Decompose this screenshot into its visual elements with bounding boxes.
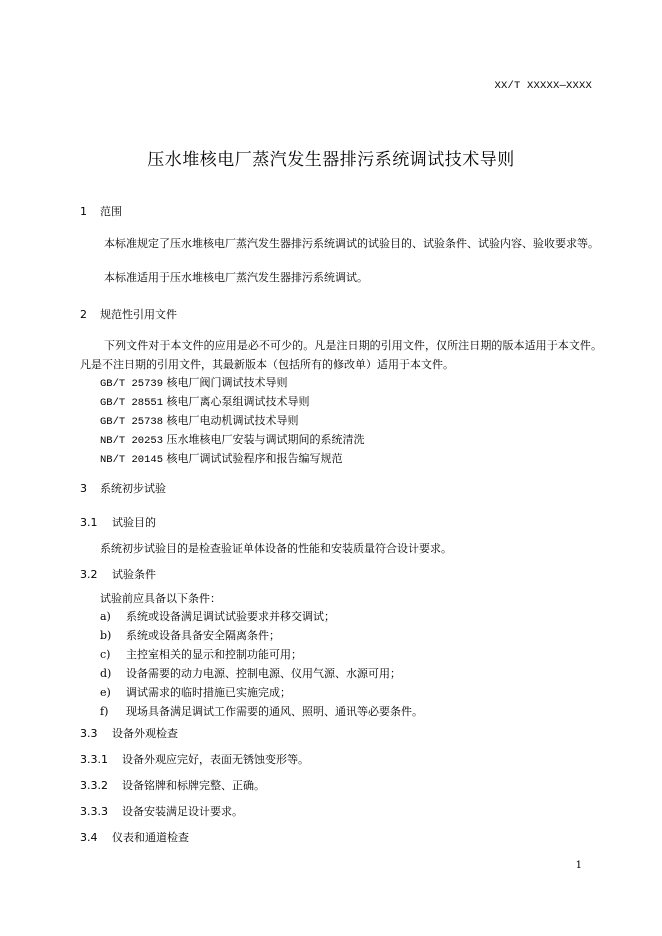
reference-code: GB/T 25739 bbox=[100, 378, 164, 390]
section-2-paragraph: 下列文件对于本文件的应用是必不可少的。凡是注日期的引用文件，仅所注日期的版本适用于本文件。凡是不注日期的引用文件，其最新版本（包括所有的修改单）适用于本文件。 bbox=[80, 339, 602, 371]
item-text: 系统或设备具备安全隔离条件； bbox=[126, 629, 280, 642]
reference-title: 核电厂调试试验程序和报告编写规范 bbox=[166, 452, 343, 465]
item-marker: a) bbox=[100, 610, 111, 623]
section-1-heading bbox=[80, 203, 122, 219]
section-title: 试验目的 bbox=[112, 516, 156, 529]
reference-item bbox=[100, 450, 343, 466]
section-3-heading bbox=[80, 480, 166, 496]
reference-item bbox=[100, 431, 365, 447]
section-number: 3.2 bbox=[80, 568, 98, 581]
clause-number: 3.3.3 bbox=[80, 805, 108, 818]
clause-text: 设备铭牌和标牌完整、正确。 bbox=[122, 779, 265, 792]
condition-item bbox=[100, 703, 423, 719]
section-3-1-paragraph: 系统初步试验目的是检查验证单体设备的性能和安装质量符合设计要求。 bbox=[100, 542, 452, 555]
condition-item bbox=[100, 665, 401, 681]
item-marker: c) bbox=[100, 648, 111, 661]
section-title: 范围 bbox=[100, 205, 122, 218]
reference-title: 核电厂阀门调试技术导则 bbox=[166, 376, 288, 389]
section-number: 3.4 bbox=[80, 831, 98, 844]
section-title: 系统初步试验 bbox=[100, 482, 166, 495]
reference-code: NB/T 20145 bbox=[100, 454, 164, 466]
reference-item bbox=[100, 412, 299, 428]
condition-item bbox=[100, 684, 291, 700]
clause-text: 设备外观应完好，表面无锈蚀变形等。 bbox=[122, 753, 309, 766]
item-text: 设备需要的动力电源、控制电源、仪用气源、水源可用； bbox=[126, 667, 401, 680]
reference-title: 核电厂电动机调试技术导则 bbox=[166, 414, 299, 427]
section-1-paragraph-2: 本标准适用于压水堆核电厂蒸汽发生器排污系统调试。 bbox=[104, 271, 368, 284]
item-marker: b) bbox=[100, 629, 112, 642]
section-title: 规范性引用文件 bbox=[100, 308, 177, 321]
item-marker: f) bbox=[100, 705, 109, 718]
item-text: 调试需求的临时措施已实施完成； bbox=[126, 686, 291, 699]
clause-number: 3.3.1 bbox=[80, 753, 108, 766]
clause-number: 3.3.2 bbox=[80, 779, 108, 792]
reference-code: GB/T 28551 bbox=[100, 397, 164, 409]
section-3-1-heading bbox=[80, 514, 156, 530]
section-3-3-heading bbox=[80, 725, 178, 741]
item-text: 系统或设备满足调试试验要求并移交调试； bbox=[126, 610, 335, 623]
section-number: 3.1 bbox=[80, 516, 98, 529]
clause-3-3-2 bbox=[80, 777, 265, 793]
section-number: 3 bbox=[80, 482, 87, 495]
condition-item bbox=[100, 627, 280, 643]
section-number: 2 bbox=[80, 308, 87, 321]
clause-3-3-3 bbox=[80, 803, 243, 819]
page-title: 压水堆核电厂蒸汽发生器排污系统调试技术导则 bbox=[147, 150, 515, 170]
section-3-4-heading bbox=[80, 829, 189, 845]
section-1-paragraph-1: 本标准规定了压水堆核电厂蒸汽发生器排污系统调试的试验目的、试验条件、试验内容、验收要求等。 bbox=[104, 237, 599, 250]
reference-title: 核电厂离心泵组调试技术导则 bbox=[166, 395, 310, 408]
section-number: 3.3 bbox=[80, 727, 98, 740]
clause-3-3-1 bbox=[80, 751, 309, 767]
item-text: 主控室相关的显示和控制功能可用； bbox=[126, 648, 302, 661]
clause-text: 设备安装满足设计要求。 bbox=[122, 805, 243, 818]
section-title: 试验条件 bbox=[112, 568, 156, 581]
section-title: 仪表和通道检查 bbox=[112, 831, 189, 844]
item-text: 现场具备满足调试工作需要的通风、照明、通讯等必要条件。 bbox=[126, 705, 423, 718]
section-title: 设备外观检查 bbox=[112, 727, 178, 740]
reference-code: GB/T 25738 bbox=[100, 416, 164, 428]
conditions-intro: 试验前应具备以下条件： bbox=[100, 592, 221, 605]
section-number: 1 bbox=[80, 205, 87, 218]
reference-code: NB/T 20253 bbox=[100, 435, 164, 447]
condition-item bbox=[100, 608, 335, 624]
section-2-heading bbox=[80, 306, 177, 322]
reference-title: 压水堆核电厂安装与调试期间的系统清洗 bbox=[166, 433, 365, 446]
document-code: XX/T XXXXX—XXXX bbox=[494, 80, 592, 92]
item-marker: e) bbox=[100, 686, 111, 699]
reference-item bbox=[100, 393, 310, 409]
item-marker: d) bbox=[100, 667, 112, 680]
page-number: 1 bbox=[575, 860, 582, 871]
section-3-2-heading bbox=[80, 566, 156, 582]
condition-item bbox=[100, 646, 302, 662]
reference-item bbox=[100, 374, 288, 390]
